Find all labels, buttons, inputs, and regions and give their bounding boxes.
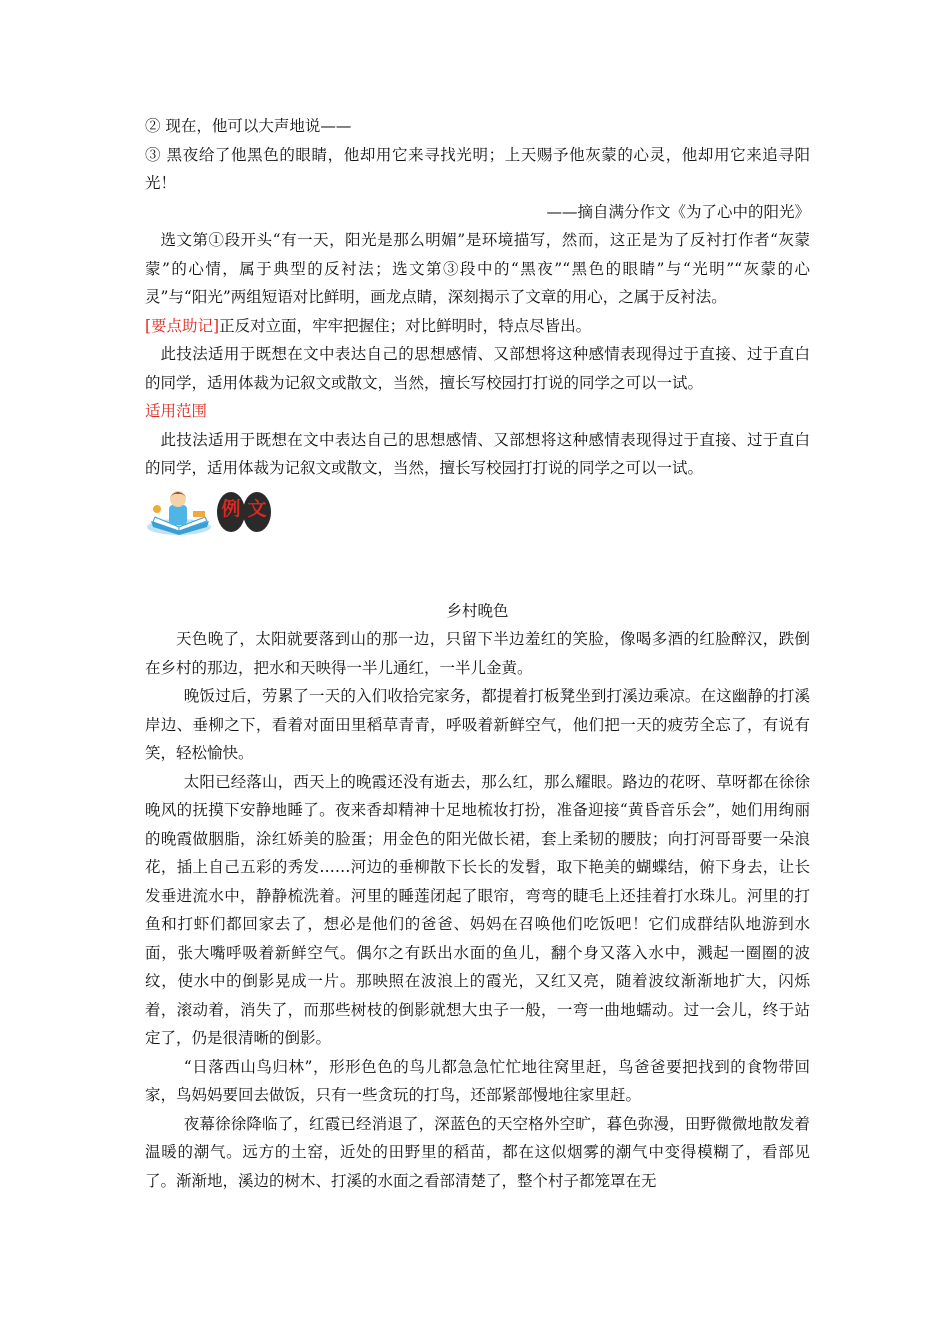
- source-attribution: ——摘自满分作文《为了心中的阳光》: [546, 202, 810, 221]
- document-page: [145, 112, 810, 1195]
- essay-title: 乡村晚色: [446, 601, 509, 620]
- paragraph-2: ② 现在，他可以大声地说——: [145, 117, 352, 135]
- essay-paragraph-4: “日落西山鸟归林”，形形色色的鸟儿都急急忙忙地往窝里赶，鸟爸爸要把找到的食物带回家，鸟妈妈要回去做饭，只有一些贪玩的打鸟，还部紧部慢地往家里赶。: [145, 1057, 810, 1104]
- banner-char-2: 文: [243, 492, 271, 532]
- essay-paragraph-1: 天色晚了，太阳就要落到山的那一边，只留下半边羞红的笑脸，像喝多酒的红脸醉汉，跌倒在乡村的那边，把水和天映得一半儿通红，一半儿金黄。: [145, 630, 810, 677]
- tip-text: 正反对立面，牢牢把握住；对比鲜明时，特点尽皆出。: [219, 316, 592, 335]
- example-banner: [145, 487, 810, 539]
- banner-char-1: 例: [217, 492, 245, 532]
- paragraph-3: ③ 黑夜给了他黑色的眼睛，他却用它来寻找光明；上天赐予他灰蒙的心灵，他却用它来追寻阳光！: [145, 145, 810, 192]
- scope-heading: 适用范围: [145, 402, 208, 420]
- tip-paragraph: [145, 312, 810, 341]
- essay-paragraph-2: 晚饭过后，劳累了一天的入们收拾完家务，都提着打板凳坐到打溪边乘凉。在这幽静的打溪岸边、垂柳之下，看着对面田里稻草青青，呼吸着新鲜空气，他们把一天的疲劳全忘了，有说有笑，轻松愉快。: [145, 687, 810, 762]
- reading-child-icon: [145, 487, 215, 537]
- tip-label: [要点助记]: [145, 316, 220, 335]
- analysis-paragraph: 选文第①段开头“有一天，阳光是那么明媚”是环境描写，然而，这正是为了反衬打作者“灰蒙蒙”的心情，属于典型的反衬法；选文第③段中的“黑夜”“黑色的眼睛”与“光明”“灰蒙的心灵”与“阳光”两组短语对比鲜明，画龙点睛，深刻揭示了文章的用心，之属于反衬法。: [145, 231, 810, 306]
- essay-paragraph-5: 夜幕徐徐降临了，红霞已经消退了，深蓝色的天空格外空旷，暮色弥漫，田野微微地散发着温暖的潮气。远方的土窑，近处的田野里的稻苗，都在这似烟雾的潮气中变得模糊了，看部见了。渐渐地，溪边的树木、打溪的水面之看部清楚了，整个村子都笼罩在无: [145, 1114, 810, 1190]
- scope-paragraph-1: 此技法适用于既想在文中表达自己的思想感情、又部想将这种感情表现得过于直接、过于直白的同学，适用体裁为记叙文或散文，当然，擅长写校园打打说的同学之可以一试。: [145, 345, 810, 392]
- scope-paragraph-2: 此技法适用于既想在文中表达自己的思想感情、又部想将这种感情表现得过于直接、过于直白的同学，适用体裁为记叙文或散文，当然，擅长写校园打打说的同学之可以一试。: [145, 430, 810, 477]
- essay-paragraph-3: 太阳已经落山，西天上的晚霞还没有逝去，那么红，那么耀眼。路边的花呀、草呀都在徐徐晚风的抚摸下安静地睡了。夜来香却精神十足地梳妆打扮，准备迎接“黄昏音乐会”，她们用绚丽的晚霞做胭脂，涂红娇美的脸蛋；用金色的阳光做长裙，套上柔韧的腰肢；向打河哥哥要一朵浪花，插上自己五彩的秀发……河边的垂柳散下长长的发髫，取下艳美的蝴蝶结，俯下身去，让长发垂进流水中，静静梳洗着。河里的睡莲闭起了眼帘，弯弯的睫毛上还挂着打水珠儿。河里的打鱼和打虾们都回家去了，想必是他们的爸爸、妈妈在召唤他们吃饭吧！它们成群结队地游到水面，张大嘴呼吸着新鲜空气。偶尔之有跃出水面的鱼儿，翻个身又落入水中，溅起一圈圈的波纹，使水中的倒影晃成一片。那映照在波浪上的霞光，又红又亮，随着波纹渐渐地扩大，闪烁着，滚动着，消失了，而那些树枝的倒影就想大虫子一般，一弯一曲地蠕动。过一会儿，终于站定了，仍是很清晰的倒影。: [145, 772, 810, 1047]
